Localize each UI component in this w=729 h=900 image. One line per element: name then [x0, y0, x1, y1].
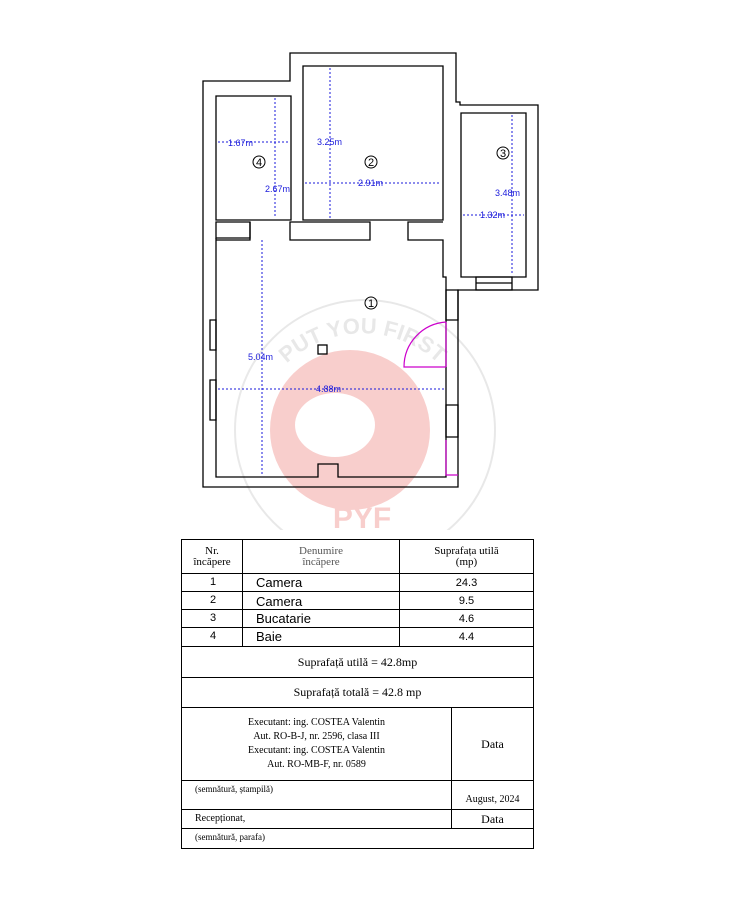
row-area: 4.4: [458, 631, 475, 643]
total-area-row: Suprafață totală = 42.8 mp: [182, 678, 533, 708]
row-nr: 3: [182, 610, 243, 627]
date-cell: August, 2024: [465, 793, 520, 805]
row-name: Camera: [243, 592, 400, 609]
data-cell-2: Data: [481, 811, 504, 826]
dim-label-1-32: 1.32m: [480, 210, 506, 220]
executant-line-4: Aut. RO-MB-F, nr. 0589: [267, 759, 366, 770]
header-name: [299, 546, 343, 568]
room-1-inner: [216, 222, 250, 238]
room-number-4: 4: [255, 157, 263, 169]
signature-row: [182, 781, 533, 810]
header-nr-line1: Nr.: [205, 544, 219, 557]
executant-line-2: Aut. RO-B-J, nr. 2596, clasa III: [253, 731, 380, 742]
table-header-row: [182, 540, 533, 574]
row-name: Baie: [243, 628, 400, 646]
receptionat-row: [182, 810, 533, 829]
balcony-door: [446, 290, 458, 437]
header-name-line1: Denumire: [299, 544, 343, 557]
watermark: [235, 300, 495, 530]
watermark-logo-text: PYF: [332, 502, 392, 530]
watermark-top-text: PUT YOU FIRST: [273, 313, 452, 368]
header-nr: [193, 546, 230, 568]
dim-label-2-91: 2.91m: [358, 178, 384, 188]
table-row: [182, 628, 533, 647]
room-number-3: 3: [499, 148, 507, 160]
executant-row: [182, 708, 533, 781]
watermark-dog-icon: [295, 393, 375, 457]
receptionat-cell: Recepționat,: [182, 810, 452, 828]
header-area-cell: [400, 540, 533, 573]
dim-label-4-88: 4.88m: [316, 384, 342, 394]
table-row: [182, 592, 533, 610]
dim-label-3-48: 3.48m: [495, 188, 521, 198]
dim-label-5-04: 5.04m: [248, 352, 274, 362]
row-area: 24.3: [455, 576, 478, 589]
window-right: [476, 277, 512, 290]
dim-label-3-25: 3.25m: [317, 137, 343, 147]
partition-wall: [216, 222, 250, 240]
table-row: [182, 574, 533, 592]
header-nr-cell: [182, 540, 243, 573]
header-name-line2: încăpere: [302, 555, 340, 568]
balcony-frame: [446, 440, 458, 475]
row-area: 9.5: [458, 594, 475, 607]
dim-label-2-67: 2.67m: [265, 184, 291, 194]
executant-line-1: Executant: ing. COSTEA Valentin: [247, 717, 386, 728]
dim-label-1-67: 1.67m: [228, 138, 254, 148]
executant-cell: [182, 708, 452, 780]
room-number-1: 1: [367, 298, 375, 310]
executant-line-3: Executant: ing. COSTEA Valentin: [247, 745, 386, 756]
window-left-2: [210, 380, 216, 420]
parafa-row: [182, 829, 533, 848]
table-row: [182, 610, 533, 628]
row-nr: 4: [182, 628, 243, 646]
door-wall-left: [290, 222, 370, 240]
executant-lines: [248, 716, 385, 772]
header-nr-line2: încăpere: [193, 555, 231, 568]
data-cell: Data: [481, 736, 504, 751]
row-nr: 1: [182, 574, 243, 591]
signature-stamp-cell: (semnătură, ștampilă): [182, 781, 452, 809]
area-table: [181, 539, 534, 849]
header-area-line2: (mp): [455, 555, 478, 568]
signature-parafa-cell: (semnătură, parafa): [195, 832, 265, 842]
header-area: [434, 546, 498, 568]
inner-wall-outline: [216, 96, 291, 220]
row-nr: 2: [182, 592, 243, 609]
header-area-line1: Suprafața utilă: [434, 544, 499, 557]
room-number-2: 2: [367, 157, 375, 169]
row-area: 4.6: [458, 612, 475, 625]
window-left-1: [210, 320, 216, 350]
useful-area-row: Suprafață utilă = 42.8mp: [182, 647, 533, 678]
header-name-cell: [243, 540, 400, 573]
row-name: Camera: [243, 574, 400, 591]
row-name: Bucatarie: [243, 610, 400, 627]
